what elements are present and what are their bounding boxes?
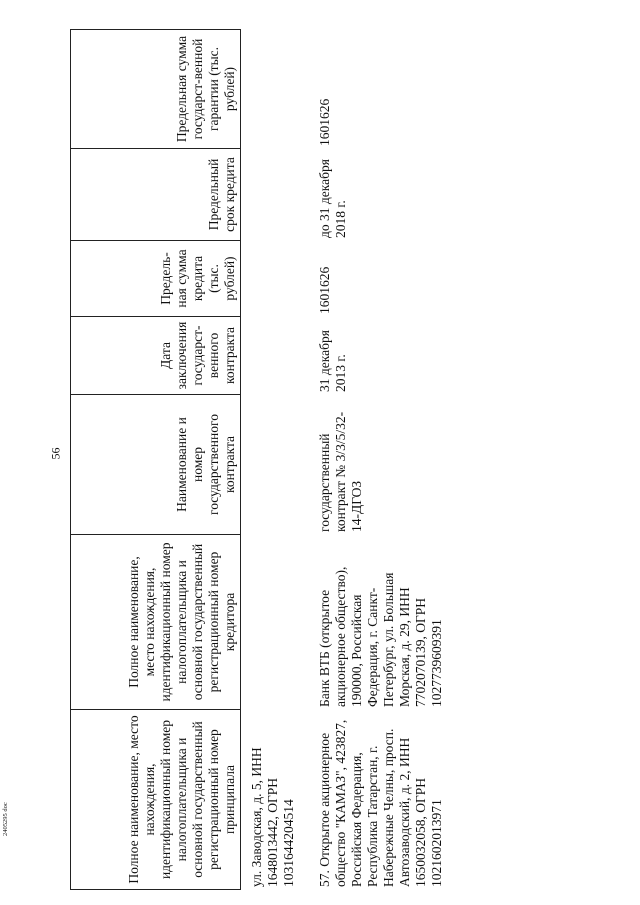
header-credit-sum: Предель-ная сумма кредита (тыс. рублей): [71, 241, 241, 317]
header-date: Дата заключения государст-венного контракта: [71, 317, 241, 395]
table-header-row: [71, 30, 241, 890]
table-row: [315, 30, 447, 890]
continuation-row: [247, 30, 299, 890]
row-guarantee-sum: 1601626: [317, 98, 332, 146]
document-sheet: [70, 30, 610, 890]
row-principal: 57. Открытое акционерное общество "КАМАЗ", 423827, Российская Федерация, Республика Татарстан, г. Набережные Челны, просп. Автозаводский, д. 2, ИНН 1650032058, ОГРН 1021602013971: [317, 719, 444, 887]
header-guarantee-sum: Предельная сумма государст-венной гарантии (тыс. рублей): [71, 30, 241, 149]
footer-code: 2405295 doc: [2, 802, 9, 836]
header-principal: Полное наименование, место нахождения, идентификационный номер налогоплательщика и основной государственный регистрационный номер принципала: [71, 710, 241, 890]
header-contract: Наименование и номер государственного контракта: [71, 395, 241, 535]
continuation-principal: ул. Заводская, д. 5, ИНН 1648013442, ОГРН 1031644204514: [249, 747, 296, 887]
row-contract: государственный контракт № 3/3/5/32-14-ДГОЗ: [317, 411, 364, 532]
guarantee-table: [70, 29, 241, 890]
row-creditor: Банк ВТБ (открытое акционерное общество), 190000, Российская Федерация, г. Санкт-Петербург, ул. Большая Морская, д. 29, ИНН 7702070139, ОГРН 1027739609391: [317, 566, 444, 707]
row-credit-sum: 1601626: [317, 266, 332, 314]
header-creditor: Полное наименование, место нахождения, идентификационный номер налогоплательщика и основной государственный регистрационный номер кредитора: [71, 535, 241, 710]
row-date: 31 декабря 2013 г.: [317, 330, 348, 392]
header-term: Предельный срок кредита: [71, 149, 241, 241]
row-term: до 31 декабря 2018 г.: [317, 159, 348, 238]
page-number: 56: [48, 447, 63, 460]
